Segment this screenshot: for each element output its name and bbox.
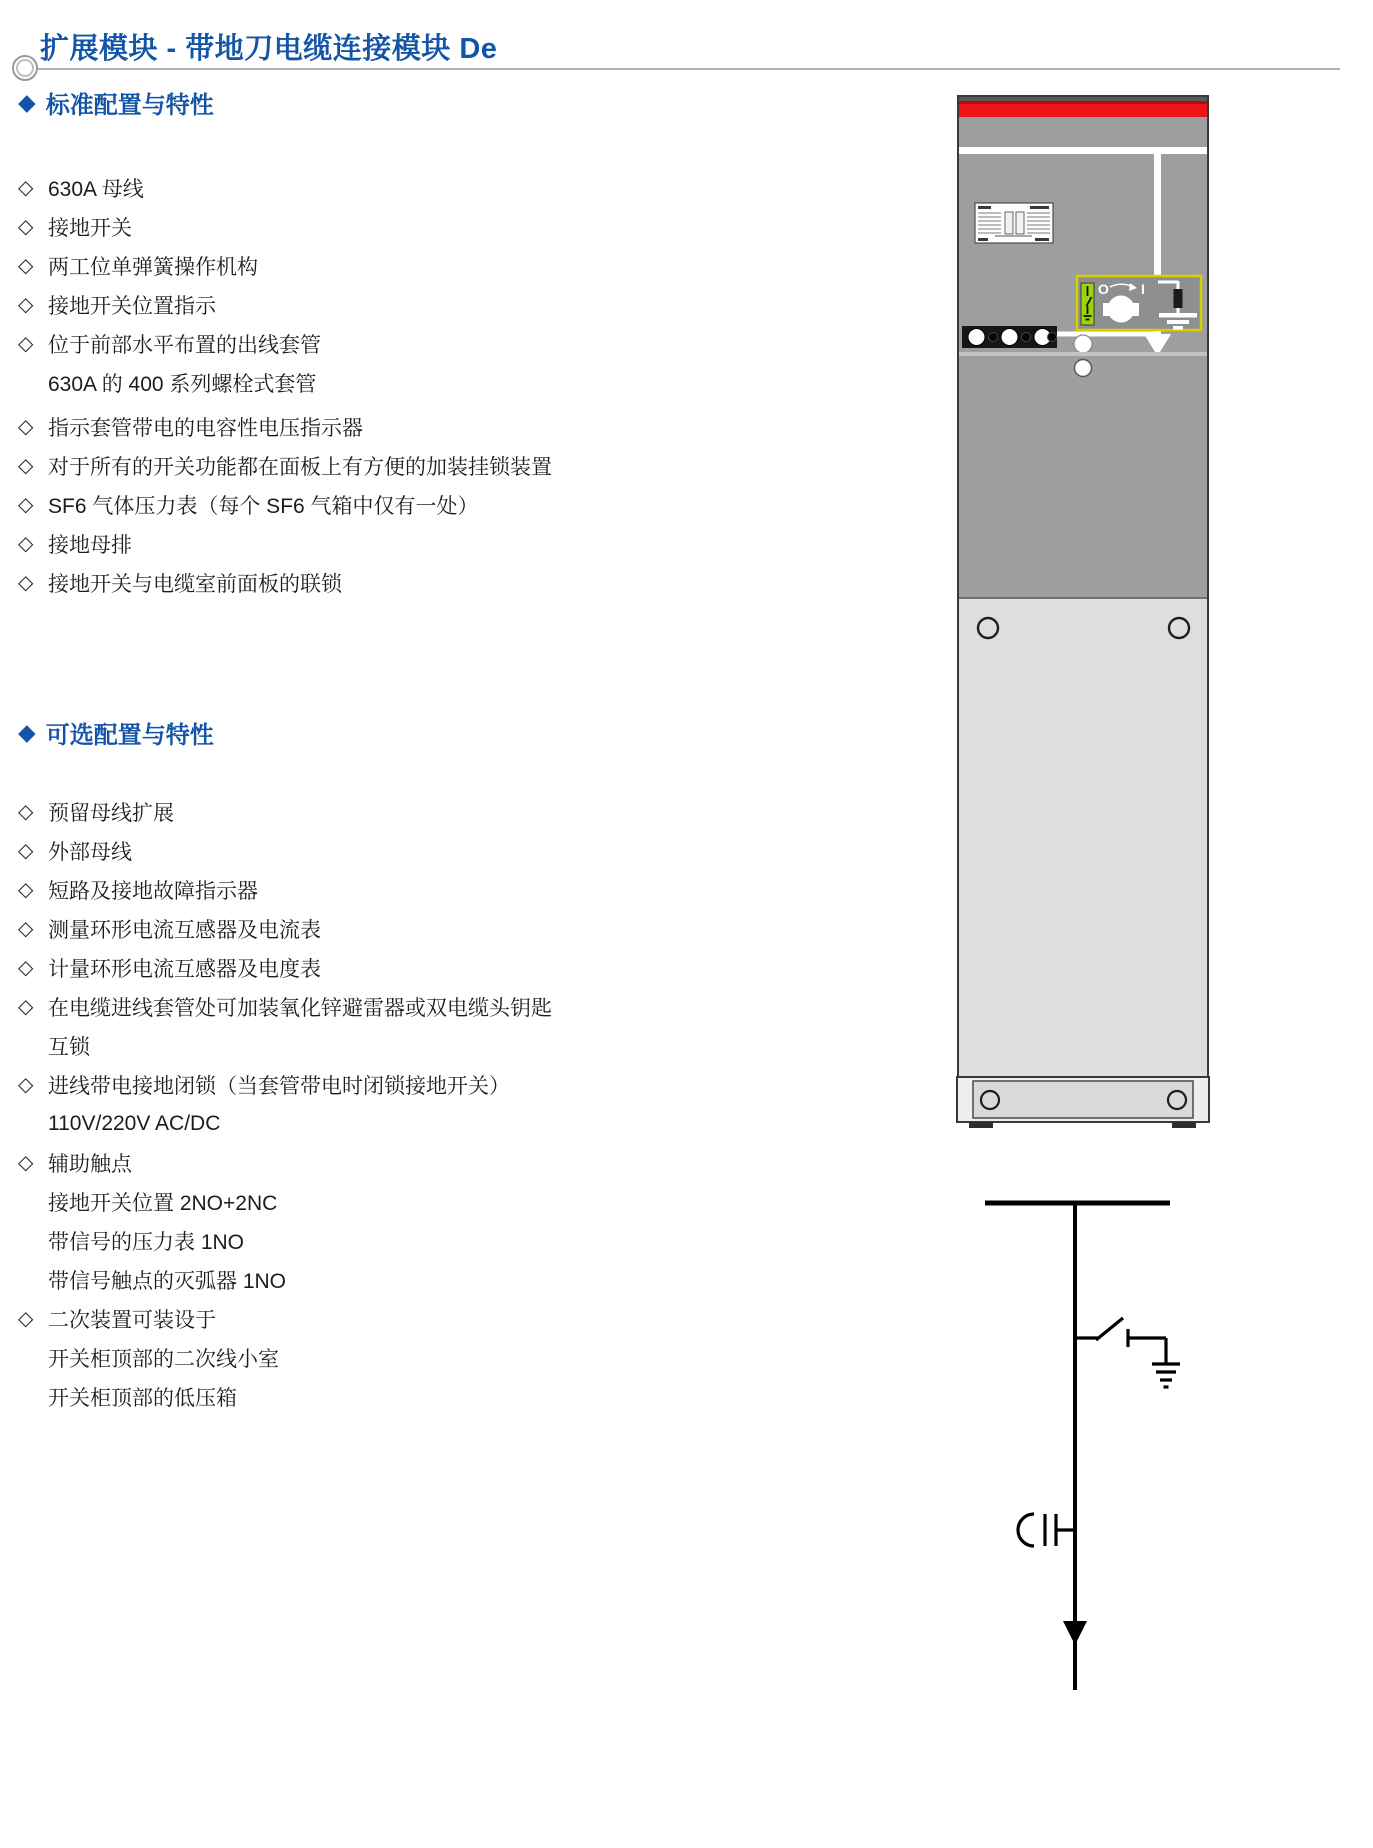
red-band [959,104,1207,117]
mimic-busbar-line [959,147,1207,154]
list-item-text: 位于前部水平布置的出线套管 [48,333,321,357]
cabinet-front-view [957,96,1209,1128]
cable-arrow-icon [1063,1621,1087,1645]
list-item-text: 开关柜顶部的低压箱 [48,1386,237,1410]
list-item-text: 带信号触点的灭弧器 1NO [48,1269,287,1293]
list-item-text: SF6 气体压力表（每个 SF6 气箱中仅有一处） [48,494,479,518]
single-line-diagram [985,1201,1180,1690]
mimic-connector-line [1057,332,1155,337]
bushing-indicator-row [962,326,1057,348]
list-item-text: 两工位单弹簧操作机构 [48,255,258,279]
rating-nameplate [975,203,1053,243]
panel-seam [959,352,1207,356]
diamond-bullet-icon: ◇ [18,1151,34,1174]
panel-hole-upper [1074,335,1092,353]
list-item-text: 辅助触点 [48,1152,132,1176]
list-item-text: 二次装置可装设于 [48,1308,216,1332]
diamond-bullet-icon: ◇ [18,571,34,594]
mechanism-panel [1077,276,1201,330]
voltage-indicator-symbol [1018,1514,1075,1546]
diamond-bullet-icon: ◇ [18,956,34,979]
filled-diamond-icon: ◆ [18,89,36,115]
diamond-bullet-icon: ◇ [18,176,34,199]
list-item-text: 在电缆进线套管处可加装氧化锌避雷器或双电缆头钥匙 [48,996,552,1020]
diamond-bullet-icon: ◇ [18,1307,34,1330]
list-item-text: 短路及接地故障指示器 [48,879,258,903]
list-item-text: 110V/220V AC/DC [48,1111,221,1135]
list-item-text: 接地母排 [48,533,132,557]
list-item-text: 带信号的压力表 1NO [48,1230,245,1254]
panel-hole-lower [1075,360,1092,377]
diamond-bullet-icon: ◇ [18,332,34,355]
list-item-text: 外部母线 [48,840,132,864]
list-item-text: 对于所有的开关功能都在面板上有方便的加装挂锁装置 [48,455,552,479]
list-item-text: 测量环形电流互感器及电流表 [48,918,321,942]
list-item-text: 开关柜顶部的二次线小室 [48,1347,279,1371]
diamond-bullet-icon: ◇ [18,293,34,316]
switch-position-indicator [1081,283,1094,325]
diamond-bullet-icon: ◇ [18,839,34,862]
list-item-text: 接地开关位置 2NO+2NC [48,1191,278,1215]
diamond-bullet-icon: ◇ [18,1073,34,1096]
base-foot-right [1172,1122,1196,1128]
earthing-switch-symbol [1075,1318,1180,1387]
list-item-text: 指示套管带电的电容性电压指示器 [48,416,363,440]
section-heading-label: 标准配置与特性 [45,92,214,119]
list-item-text: 630A 的 400 系列螺栓式套管 [48,372,317,396]
list-item-text: 互锁 [48,1035,90,1059]
list-item-text: 630A 母线 [48,177,144,201]
list-item-text: 接地开关 [48,216,132,240]
diamond-bullet-icon: ◇ [18,878,34,901]
base-foot-left [969,1122,993,1128]
open-position-label: O [1098,281,1109,297]
filled-diamond-icon: ◆ [18,719,36,745]
list-item-text: 接地开关位置指示 [48,294,216,318]
diamond-bullet-icon: ◇ [18,215,34,238]
diamond-bullet-icon: ◇ [18,254,34,277]
cabinet-top-edge [959,97,1207,101]
diamond-bullet-icon: ◇ [18,493,34,516]
list-item-text: 接地开关与电缆室前面板的联锁 [48,572,342,596]
closed-position-label: I [1141,281,1145,297]
list-item-text: 计量环形电流互感器及电度表 [48,957,321,981]
diamond-bullet-icon: ◇ [18,454,34,477]
diamond-bullet-icon: ◇ [18,800,34,823]
cabinet-lower-panel [959,598,1207,1077]
page-title: 扩展模块 - 带地刀电缆连接模块 De [40,33,498,65]
diamond-bullet-icon: ◇ [18,995,34,1018]
diamond-bullet-icon: ◇ [18,917,34,940]
list-item-text: 预留母线扩展 [48,801,174,825]
diamond-bullet-icon: ◇ [18,532,34,555]
cabinet-base [957,1077,1209,1128]
section-heading-label: 可选配置与特性 [45,722,214,749]
diamond-bullet-icon: ◇ [18,415,34,438]
list-item-text: 进线带电接地闭锁（当套管带电时闭锁接地开关） [48,1074,510,1098]
